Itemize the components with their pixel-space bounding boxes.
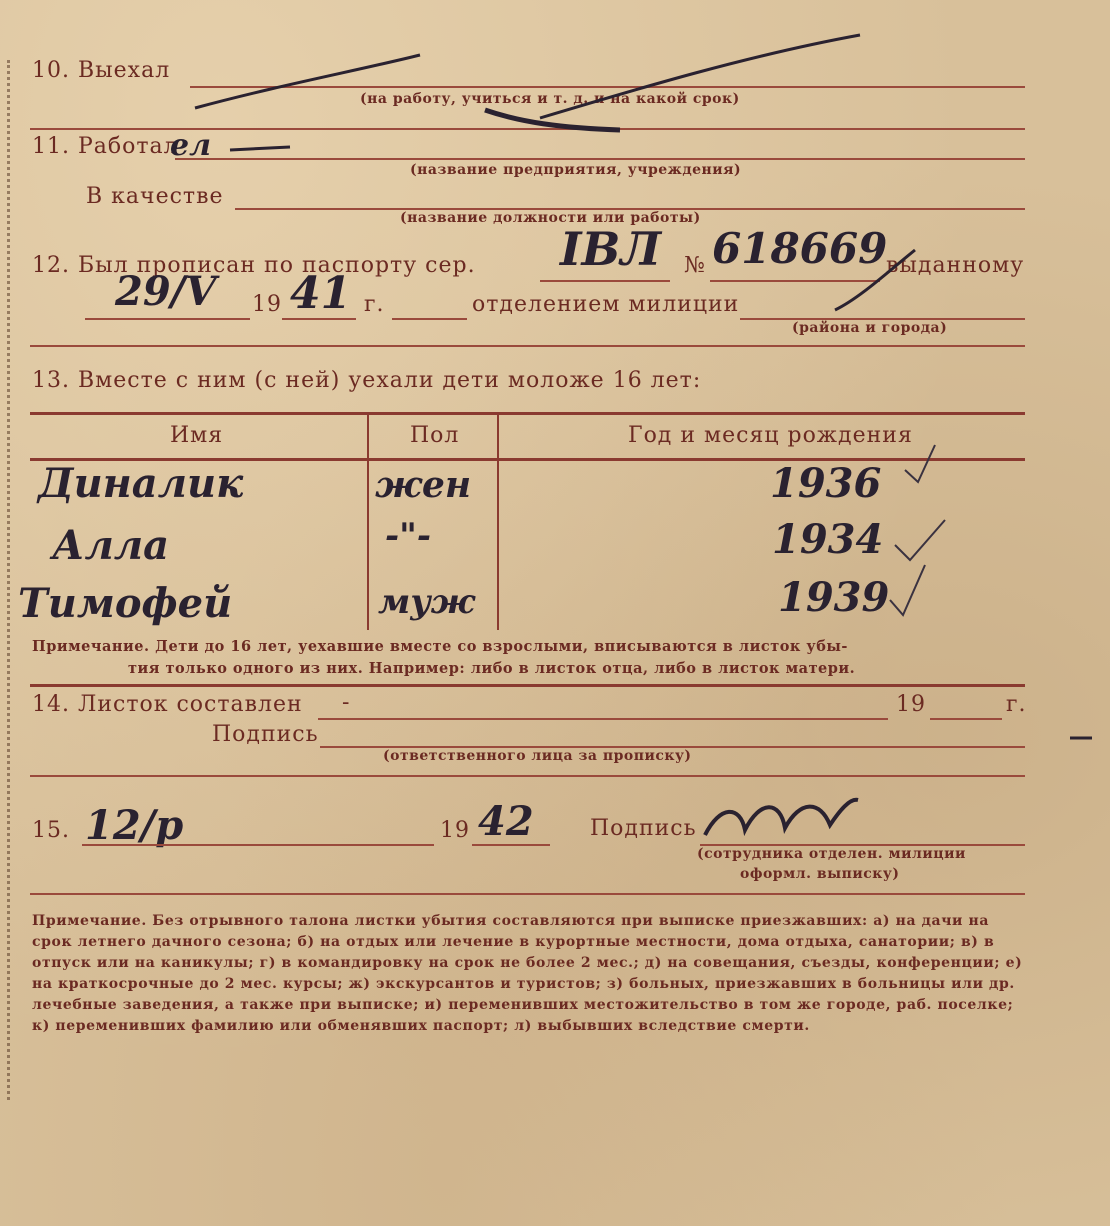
footnote-text: Без отрывного талона листки убытия составляются при выписке приезжавших: а) на дачи на срок летнего дачного сезона; б) на отдых или лечение в курортные местности, дома отдыха, санатории; в) в отпуск или на каникулы; г) в командировку на срок не более 2 мес.; д) на совещания, съезды, конференции; е) на краткосрочные до 2 мес. курсы; ж) экскурсантов и туристов; з) больных, приезжавших в больницы или др. лечебные заведения, а также при выписке; и) переменивших местожительство в том же городе, раб. поселке; к) переменивших фамилию или обменявших паспорт; л) выбывших вследствие смерти.	[32, 913, 1023, 1034]
item15-signature-label: Подпись	[590, 816, 697, 841]
children-col-divider-1	[367, 412, 369, 630]
item12-caption: (района и города)	[792, 320, 948, 336]
item11-position-caption: (название должности или работы)	[400, 210, 701, 226]
footnote-head: Примечание.	[32, 913, 147, 929]
child-name-3: Тимофей	[18, 580, 233, 627]
item12-text-a: 12. Был прописан по паспорту сер.	[32, 253, 476, 278]
item11-caption: (название предприятия, учреждения)	[410, 162, 742, 178]
item14-date-line	[318, 718, 888, 720]
item15-year-line	[472, 844, 550, 846]
item15-label: 15.	[32, 818, 70, 843]
item15-date-line	[82, 844, 434, 846]
ink-signature-item15	[705, 800, 858, 835]
child-birth-2: 1934	[772, 516, 884, 563]
child-sex-1: жен	[375, 464, 472, 506]
item13-bottom-rule	[30, 684, 1025, 687]
item14-bottom-rule	[30, 775, 1025, 777]
item14-year-line	[930, 718, 1002, 720]
issue-date-handwritten: 29/V	[115, 268, 217, 315]
child-birth-1: 1936	[770, 460, 882, 507]
item15-caption-line1: (сотрудника отделен. милиции	[697, 846, 966, 862]
item13-note-line2: тия только одного из них. Например: либо в листок отца, либо в листок матери.	[128, 660, 856, 677]
issue-year-prefix: 19	[252, 292, 282, 317]
child-name-1: Диналик	[38, 460, 244, 507]
item15-bottom-rule	[30, 893, 1025, 895]
children-table-top	[30, 412, 1025, 415]
issued-by-label: отделением милиции	[472, 292, 740, 317]
passport-series: IBЛ	[560, 222, 662, 276]
item14-year-prefix: 19	[896, 692, 926, 717]
ink-check-1	[905, 445, 935, 482]
item14-label: 14. Листок составлен	[32, 692, 303, 717]
issue-year-suffix: г.	[364, 292, 385, 317]
item12-bottom-rule	[30, 345, 1025, 347]
child-sex-3: муж	[378, 582, 476, 622]
item15-date-handwritten: 12/р	[85, 802, 184, 849]
passport-number: 618669	[712, 224, 888, 273]
item11-label: 11. Работал	[32, 134, 179, 159]
children-header-birth: Год и месяц рождения	[628, 423, 913, 448]
issue-gap-line	[392, 318, 467, 320]
item10-caption: (на работу, учиться и т. д. и на какой срок)	[360, 91, 740, 107]
item13-note-line1: Примечание. Дети до 16 лет, уехавшие вместе со взрослыми, вписываются в листок убы-	[32, 638, 848, 655]
ink-check-2	[895, 520, 945, 560]
passport-series-line	[540, 280, 670, 282]
item11-line	[175, 158, 1025, 160]
item12-text-b: выданному	[886, 253, 1025, 278]
perforation-edge	[7, 60, 10, 1100]
item11-handwritten: ел	[170, 128, 212, 163]
passport-number-label: №	[684, 253, 706, 278]
issue-date-line	[85, 318, 250, 320]
ink-check-3	[890, 565, 925, 615]
item14-year-suffix: г.	[1006, 692, 1027, 717]
item15-caption-line2: оформл. выписку)	[740, 866, 900, 882]
item13-label: 13. Вместе с ним (с ней) уехали дети моложе 16 лет:	[32, 368, 702, 393]
issue-year-handwritten: 41	[290, 268, 352, 319]
children-header-sex: Пол	[410, 423, 460, 448]
footnote	[32, 911, 1032, 1037]
child-name-2: Алла	[52, 522, 170, 569]
issue-year-line	[282, 318, 356, 320]
item15-year-prefix: 19	[440, 818, 470, 843]
ink-stroke-item11	[230, 147, 290, 150]
children-header-name: Имя	[170, 423, 224, 448]
passport-number-line	[710, 280, 880, 282]
ink-stroke-item10-3	[485, 110, 620, 130]
item15-year-handwritten: 42	[478, 798, 534, 845]
item10-label: 10. Выехал	[32, 58, 171, 83]
child-birth-3: 1939	[778, 574, 890, 621]
children-col-divider-2	[497, 412, 499, 630]
item14-caption: (ответственного лица за прописку)	[383, 748, 692, 764]
item14-dash: -	[342, 690, 351, 715]
child-sex-2: -"-	[385, 516, 431, 556]
item10-line	[190, 86, 1025, 88]
item11-position-label: В качестве	[86, 184, 224, 209]
item14-signature-label: Подпись	[212, 722, 319, 747]
